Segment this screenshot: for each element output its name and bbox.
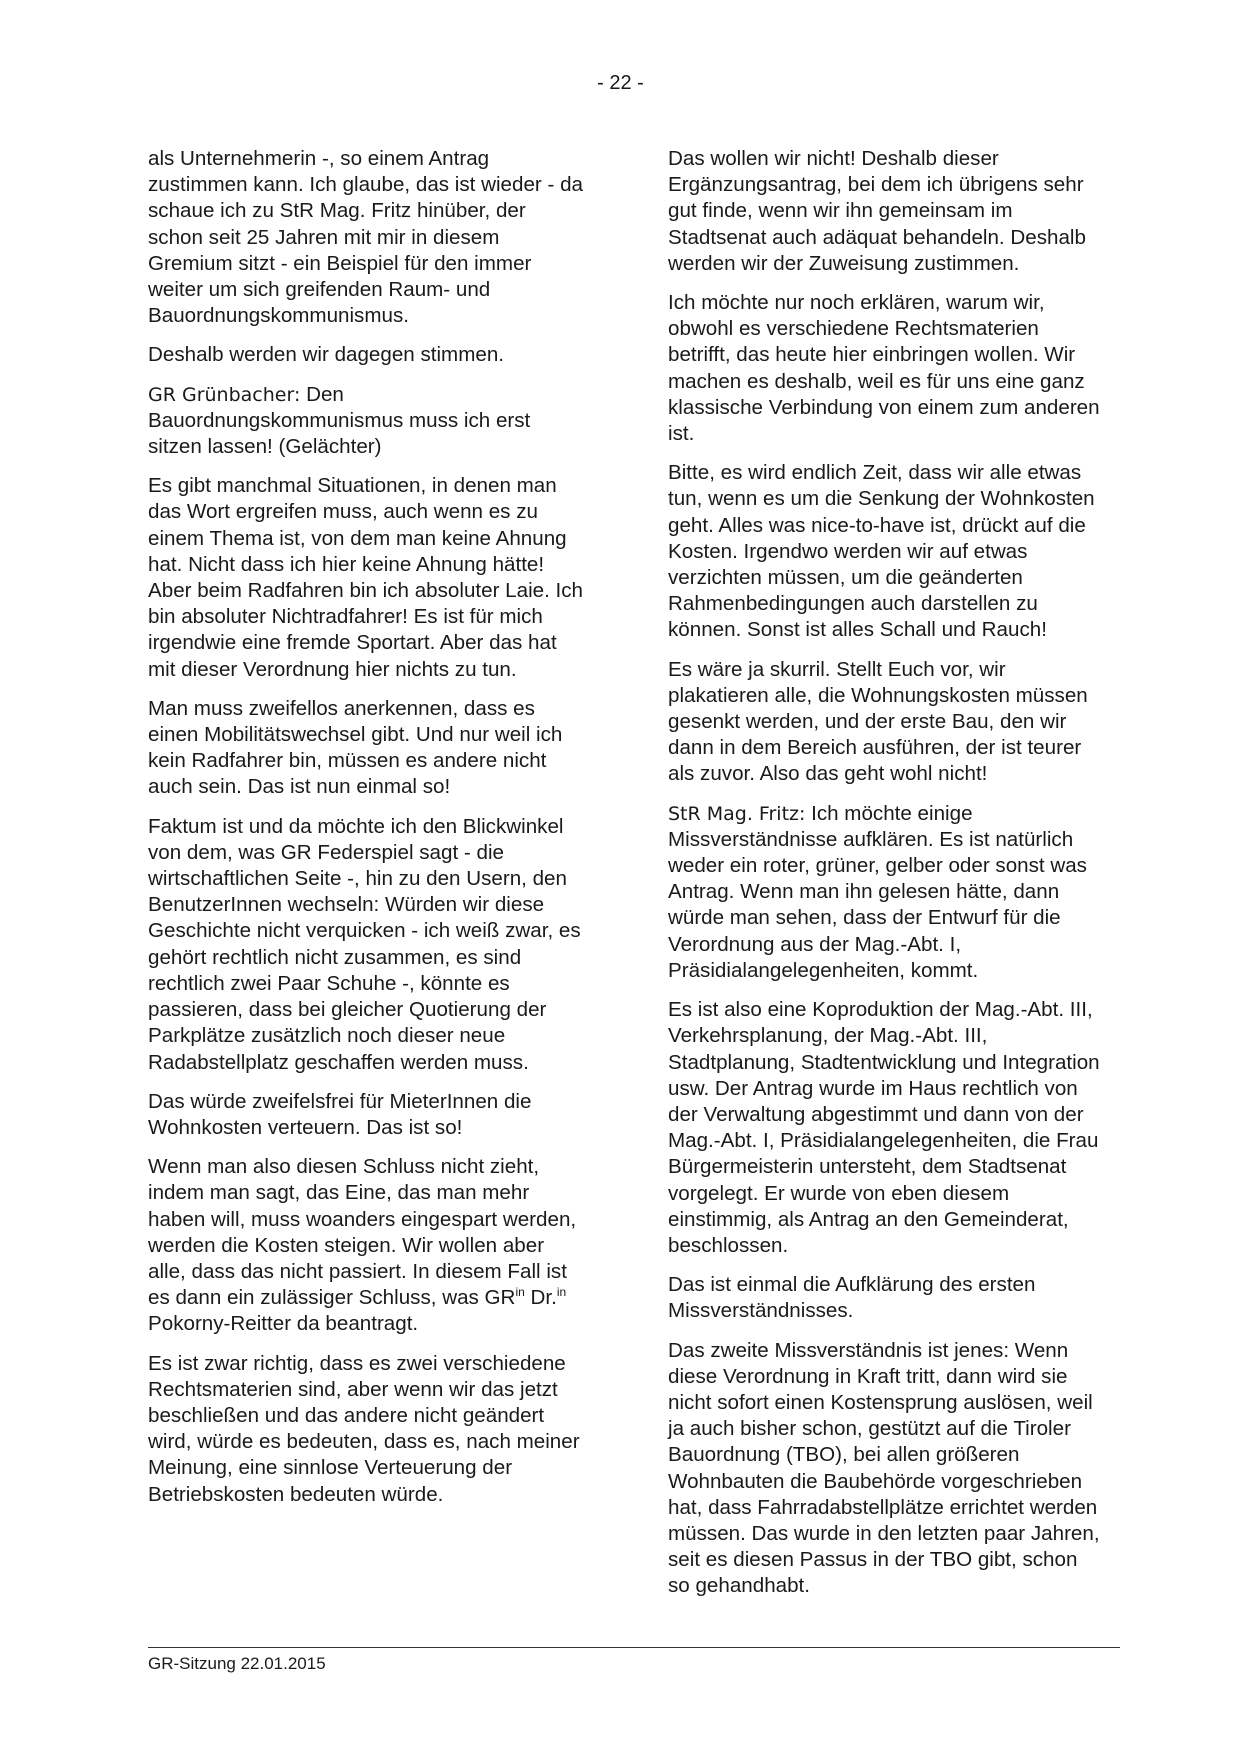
paragraph (668, 801, 1104, 984)
paragraph: Es ist also eine Koproduktion der Mag.-Abt. III, Verkehrsplanung, der Mag.-Abt. III, Stadtplanung, Stadtentwicklung und Integration usw. Der Antrag wurde im Haus rechtlich von der Verwaltung abgestimmt und dann von der Mag.-Abt. I, Präsidialangelegenheiten, die Frau Bürgermeisterin untersteht, dem Stadtsenat vorgelegt. Er wurde von eben diesem einstimmig, als Antrag an den Gemeinderat, beschlossen. (668, 998, 1100, 1257)
footer-divider (148, 1647, 1120, 1648)
footer-text: GR-Sitzung 22.01.2015 (148, 1654, 326, 1673)
paragraph: Es gibt manchmal Situationen, in denen man das Wort ergreifen muss, auch wenn es zu einem Thema ist, von dem man keine Ahnung hat. Nicht dass ich hier keine Ahnung hätte! Aber beim Radfahren bin ich absoluter Laie. Ich bin absoluter Nichtradfahrer! Es ist für mich irgendwie eine fremde Sportart. Aber das hat mit dieser Verordnung hier nichts zu tun. (148, 474, 584, 681)
left-text-column (148, 146, 584, 1521)
page-number: - 22 - (597, 72, 644, 94)
superscript: in (515, 1285, 525, 1300)
paragraph: Das ist einmal die Aufklärung des ersten Missverständnisses. (668, 1273, 1036, 1323)
speech-text: Den Bauordnungskommunismus muss ich erst sitzen lassen! (Gelächter) (148, 382, 531, 459)
paragraph-text: Dr. (524, 1286, 557, 1310)
paragraph-text: Wenn man also diesen Schluss nicht zieht, indem man sagt, das Eine, das man mehr haben will, muss woanders eingespart werden, werden die Kosten steigen. Wir wollen aber alle, dass das nicht passiert. In diesem Fall ist es dann ein zulässiger Schluss, was GR (148, 1155, 577, 1310)
paragraph: Faktum ist und da möchte ich den Blickwinkel von dem, was GR Federspiel sagt - die wirtschaftlichen Seite -, hin zu den Usern, den BenutzerInnen wechseln: Würden wir diese Geschichte nicht verquicken - ich weiß zwar, es gehört rechtlich nicht zusammen, es sind rechtlich zwei Paar Schuhe -, könnte es passieren, dass bei gleicher Quotierung der Parkplätze zusätzlich noch dieser neue Radabstellplatz geschaffen werden muss. (148, 814, 581, 1074)
speaker-name: GR Grünbacher: (148, 383, 301, 406)
paragraph: Man muss zweifellos anerkennen, dass es einen Mobilitätswechsel gibt. Und nur weil ich kein Radfahrer bin, müssen es andere nicht auch sein. Das ist nun einmal so! (148, 696, 563, 799)
paragraph: Es wäre ja skurril. Stellt Euch vor, wir plakatieren alle, die Wohnungskosten müssen gesenkt werden, und der erste Bau, den wir dann in dem Bereich ausführen, der ist teurer als zuvor. Also das geht wohl nicht! (668, 657, 1088, 786)
paragraph: Das wollen wir nicht! Deshalb dieser Ergänzungsantrag, bei dem ich übrigens sehr gut finde, wenn wir ihn gemeinsam im Stadtsenat auch adäquat behandeln. Deshalb werden wir der Zuweisung zustimmen. (668, 147, 1086, 275)
paragraph: Bitte, es wird endlich Zeit, dass wir alle etwas tun, wenn es um die Senkung der Wohnkosten geht. Alles was nice-to-have ist, drückt auf die Kosten. Irgendwo werden wir auf etwas verzichten müssen, um die geänderten Rahmenbedingungen auch darstellen zu können. Sonst ist alles Schall und Rauch! (668, 461, 1095, 642)
paragraph (148, 382, 584, 461)
paragraph: Es ist zwar richtig, dass es zwei verschiedene Rechtsmaterien sind, aber wenn wir das jetzt beschließen und das andere nicht geändert wird, würde es bedeuten, dass es, nach meiner Meinung, eine sinnlose Verteuerung der Betriebskosten bedeuten würde. (148, 1351, 580, 1506)
superscript: in (556, 1285, 567, 1300)
paragraph: Das würde zweifelsfrei für MieterInnen die Wohnkosten verteuern. Das ist so! (148, 1089, 532, 1139)
paragraph: Deshalb werden wir dagegen stimmen. (148, 343, 504, 367)
paragraph-text: Pokorny-Reitter da beantragt. (148, 1312, 419, 1336)
paragraph: Ich möchte nur noch erklären, warum wir, obwohl es verschiedene Rechtsmaterien betrifft, das heute hier einbringen wollen. Wir machen es deshalb, weil es für uns eine ganz klassische Verbindung von einem zum anderen ist. (668, 291, 1100, 446)
paragraph (148, 1154, 584, 1337)
speech-text: Ich möchte einige Missverständnisse aufklären. Es ist natürlich weder ein roter, grüner, gelber oder sonst was Antrag. Wenn man ihn gelesen hätte, dann würde man sehen, dass der Entwurf für die Verordnung aus der Mag.-Abt. I, Präsidialangelegenheiten, kommt. (668, 801, 1087, 982)
right-text-column (668, 146, 1104, 1613)
paragraph: Das zweite Missverständnis ist jenes: Wenn diese Verordnung in Kraft tritt, dann wird sie nicht sofort einen Kostensprung auslösen, weil ja auch bisher schon, gestützt auf die Tiroler Bauordnung (TBO), bei allen größeren Wohnbauten die Baubehörde vorgeschrieben hat, dass Fahrradabstellplätze errichtet werden müssen. Das wurde in den letzten paar Jahren, seit es diesen Passus in der TBO gibt, schon so gehandhabt. (668, 1338, 1100, 1598)
speaker-name: StR Mag. Fritz: (668, 802, 806, 825)
paragraph: als Unternehmerin -, so einem Antrag zustimmen kann. Ich glaube, das ist wieder - da schaue ich zu StR Mag. Fritz hinüber, der schon seit 25 Jahren mit mir in diesem Gremium sitzt - ein Beispiel für den immer weiter um sich greifenden Raum- und Bauordnungskommunismus. (148, 147, 583, 328)
